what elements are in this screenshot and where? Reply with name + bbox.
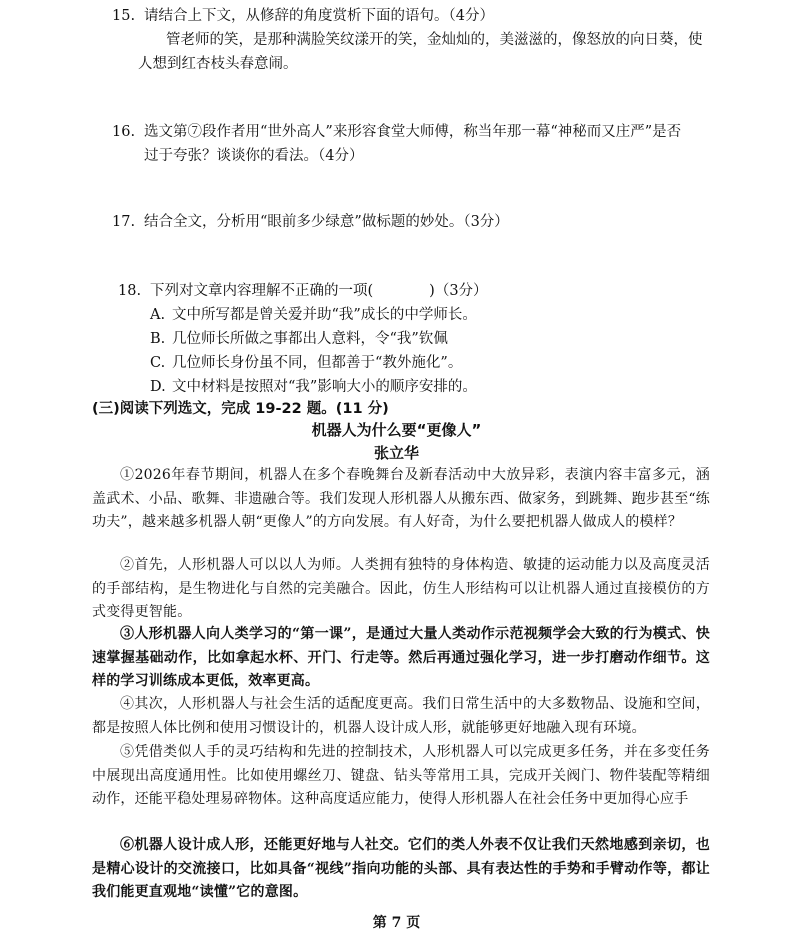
- article-paragraph-2: ②首先，人形机器人可以以人为师。人类拥有独特的身体构造、敏捷的运动能力以及高度灵活的手部结构，是生物进化与自然的完美融合。因此，仿生人形结构可以让机器人通过直接模仿的方式变得更智能。: [92, 557, 710, 620]
- article-paragraph-5: ⑤凭借类似人手的灵巧结构和先进的控制技术，人形机器人可以完成更多任务，并在多变任务中展现出高度通用性。比如使用螺丝刀、键盘、钻头等常用工具，完成开关阀门、物件装配等精细动作，还能平稳处理易碎物体。这种高度适应能力，使得人形机器人在社会任务中更加得心应手: [92, 744, 710, 807]
- question-stem: 下列对文章内容理解不正确的一项(: [150, 283, 374, 299]
- question-number: 18.: [118, 283, 142, 299]
- question-number: 16.: [112, 124, 136, 140]
- question-15: [112, 4, 494, 28]
- question-text-line1: 结合全文，分析用“眼前多少绿意”做标题的妙处。（3分）: [144, 214, 509, 230]
- question-score: )（3分）: [429, 283, 488, 299]
- page-number: 第 7 页: [372, 915, 421, 931]
- article-author: 张立华: [373, 444, 419, 462]
- question-text-line2: 过于夸张？谈谈你的看法。（4分）: [144, 148, 364, 164]
- article-paragraph-4: ④其次，人形机器人与社会生活的适配度更高。我们日常生活中的大多数物品、设施和空间，都是按照人体比例和使用习惯设计的，机器人设计成人形，就能够更好地融入现有环境。: [92, 696, 710, 736]
- option-b: B. 几位师长所做之事都出人意料，令“我”钦佩: [150, 331, 448, 347]
- article-paragraph-6: ⑥机器人设计成人形，还能更好地与人社交。它们的类人外表不仅让我们天然地感到亲切，也是精心设计的交流接口，比如具备“视线”指向功能的头部、具有表达性的手势和手臂动作等，都让我们能更直观地“读懂”它的意图。: [92, 837, 710, 900]
- question-number: 17.: [112, 214, 136, 230]
- question-number: 15.: [112, 8, 136, 24]
- question-16: [112, 120, 681, 144]
- option-a: A. 文中所写都是曾关爱并助“我”成长的中学师长。: [150, 307, 477, 323]
- question-18: [118, 279, 488, 303]
- article-paragraph-1: ①2026年春节期间，机器人在多个春晚舞台及新春活动中大放异彩，表演内容丰富多元，涵盖武术、小品、歌舞、非遗融合等。我们发现人形机器人从搬东西、做家务，到跳舞、跑步甚至“练功夫”，越来越多机器人朝“更像人”的方向发展。有人好奇，为什么要把机器人做成人的模样？: [92, 467, 710, 530]
- quoted-sentence-line2: 人想到红杏枝头春意闹。: [138, 56, 298, 72]
- article-paragraph-3: ③人形机器人向人类学习的“第一课”，是通过大量人类动作示范视频学会大致的行为模式、快速掌握基础动作，比如拿起水杯、开门、行走等。然后再通过强化学习，进一步打磨动作细节。这样的学习训练成本更低，效率更高。: [92, 626, 710, 689]
- quoted-sentence-line1: 管老师的笑，是那种满脸笑纹漾开的笑，金灿灿的，美滋滋的，像怒放的向日葵，使: [166, 32, 703, 48]
- option-d: D. 文中材料是按照对“我”影响大小的顺序安排的。: [150, 379, 477, 395]
- option-c: C. 几位师长身份虽不同，但都善于“教外施化”。: [150, 355, 463, 371]
- article-title: 机器人为什么要“更像人”: [311, 421, 482, 439]
- section-heading: (三)阅读下列选文，完成 19-22 题。(11 分): [92, 401, 389, 417]
- question-text-line1: 选文第⑦段作者用“世外高人”来形容食堂大师傅，称当年那一幕“神秘而又庄严”是否: [144, 124, 682, 140]
- question-17: [112, 210, 509, 234]
- question-prompt: 请结合上下文，从修辞的角度赏析下面的语句。（4分）: [144, 8, 494, 24]
